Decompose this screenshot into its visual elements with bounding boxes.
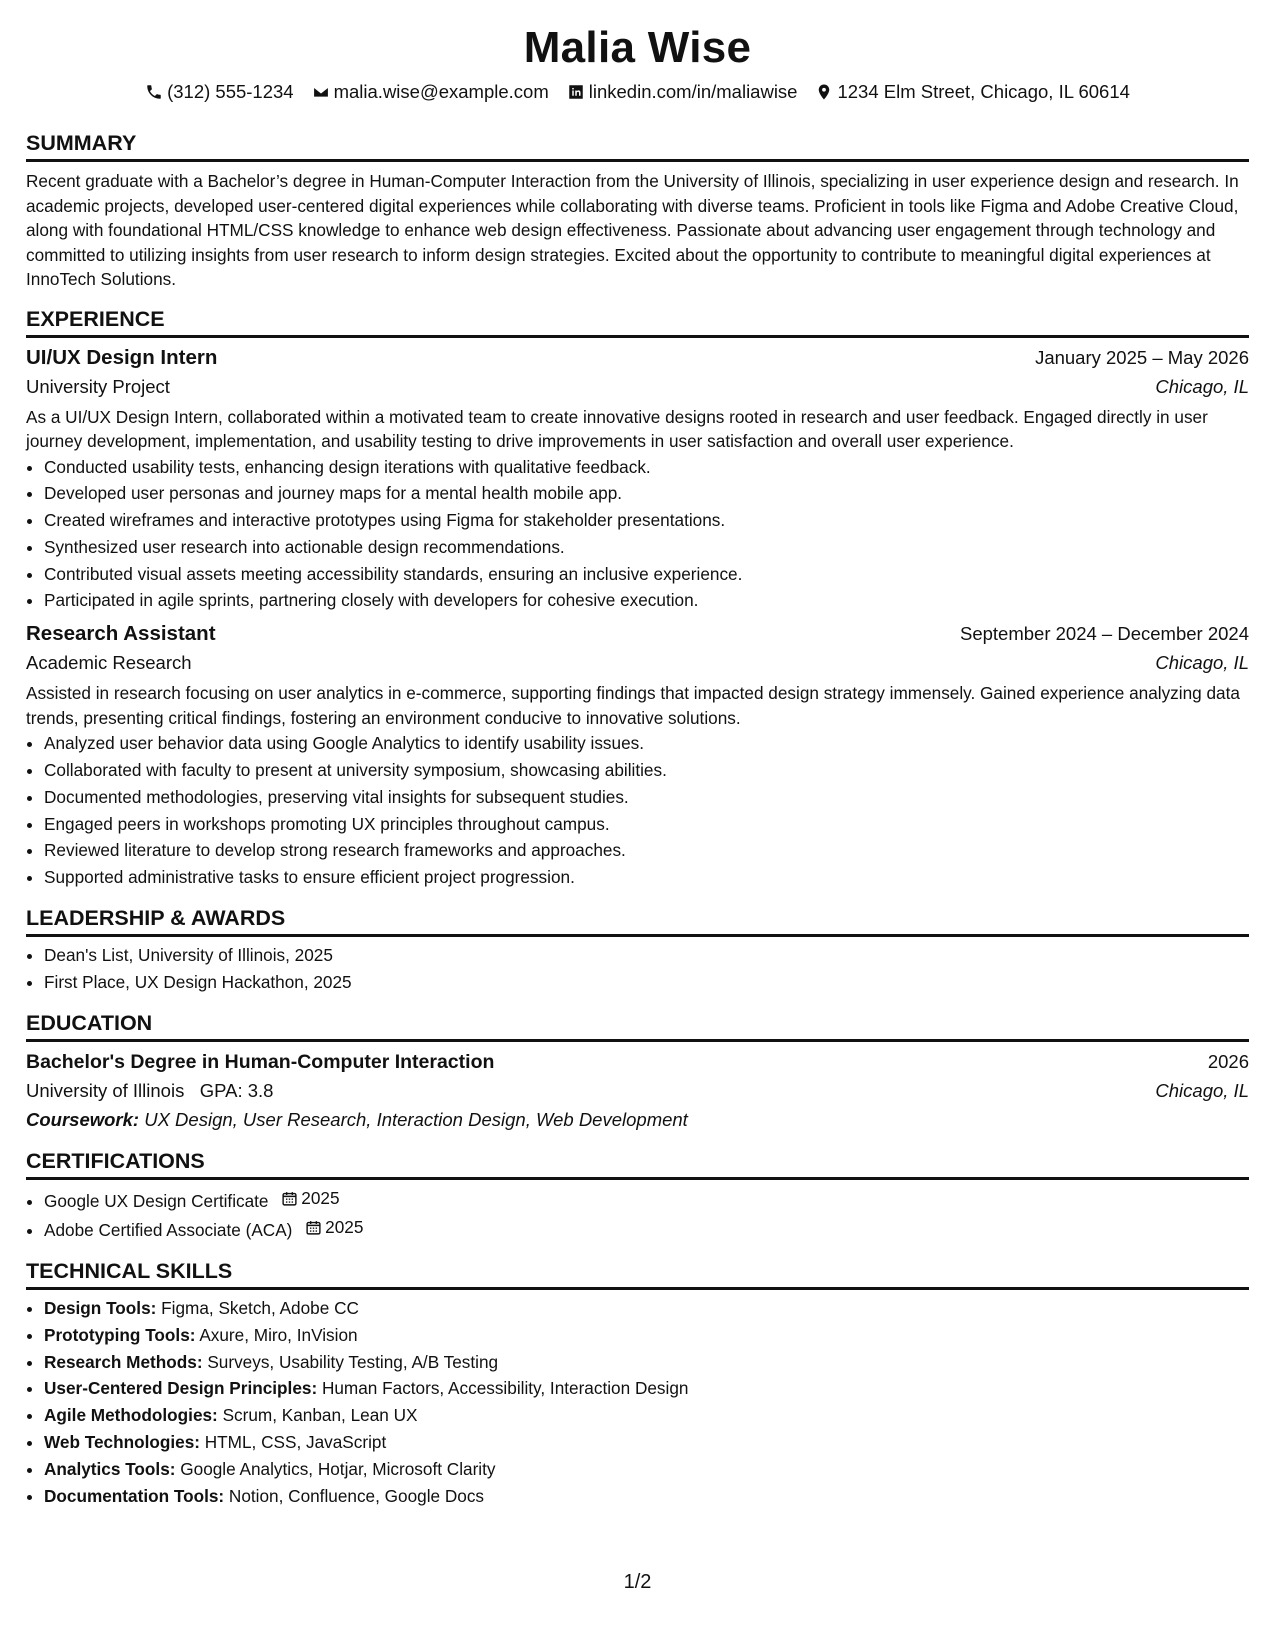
job-entry bbox=[26, 344, 1249, 615]
cert-date bbox=[305, 1214, 363, 1241]
list-item: • Supported administrative tasks to ensure efficient project progression. bbox=[44, 864, 1249, 891]
calendar-icon bbox=[281, 1190, 298, 1207]
resume-page bbox=[26, 0, 1249, 1509]
job-title: Research Assistant bbox=[26, 622, 216, 646]
job-header bbox=[26, 344, 1249, 372]
phone-icon bbox=[145, 83, 163, 101]
coursework-list: UX Design, User Research, Interaction Design, Web Development bbox=[144, 1108, 688, 1130]
skills-heading: TECHNICAL SKILLS bbox=[26, 1258, 1249, 1290]
list-item bbox=[44, 1349, 1249, 1376]
job-location: Chicago, IL bbox=[1155, 652, 1249, 674]
job-entry bbox=[26, 620, 1249, 891]
experience-section bbox=[26, 306, 1249, 892]
cert-year: 2025 bbox=[301, 1187, 340, 1208]
certifications-section bbox=[26, 1148, 1249, 1244]
list-item: • Created wireframes and interactive prototypes using Figma for stakeholder presentations. bbox=[44, 507, 1249, 534]
skill-value: Google Analytics, Hotjar, Microsoft Clarity bbox=[180, 1458, 496, 1479]
list-item: • Contributed visual assets meeting accessibility standards, ensuring an inclusive experience. bbox=[44, 561, 1249, 588]
contact-phone bbox=[145, 81, 294, 103]
map-pin-icon bbox=[815, 83, 833, 101]
linkedin-link[interactable]: linkedin.com/in/maliawise bbox=[588, 81, 798, 102]
list-item bbox=[44, 1456, 1249, 1483]
job-header bbox=[26, 620, 1249, 648]
cert-name: Adobe Certified Associate (ACA) bbox=[44, 1220, 293, 1241]
contact-bar bbox=[26, 79, 1249, 105]
school-info bbox=[26, 1076, 273, 1106]
education-section bbox=[26, 1010, 1249, 1134]
cert-year: 2025 bbox=[325, 1217, 364, 1238]
list-item bbox=[44, 1483, 1249, 1510]
list-item: • Dean's List, University of Illinois, 2025 bbox=[44, 942, 1249, 969]
job-subheader bbox=[26, 372, 1249, 402]
list-item: • Participated in agile sprints, partnering closely with developers for cohesive execution. bbox=[44, 587, 1249, 614]
summary-heading: SUMMARY bbox=[26, 130, 1249, 162]
contact-address bbox=[815, 81, 1129, 103]
skill-value: Surveys, Usability Testing, A/B Testing bbox=[207, 1351, 499, 1372]
page-number: 1/2 bbox=[623, 1571, 652, 1593]
list-item bbox=[44, 1295, 1249, 1322]
list-item bbox=[44, 1322, 1249, 1349]
degree-title: Bachelor's Degree in Human-Computer Interaction bbox=[26, 1050, 495, 1073]
education-header bbox=[26, 1048, 1249, 1076]
job-bullets bbox=[26, 730, 1249, 891]
skill-value: Human Factors, Accessibility, Interaction Design bbox=[321, 1378, 689, 1399]
list-item bbox=[44, 1185, 1249, 1215]
skills-list bbox=[26, 1295, 1249, 1509]
list-item: • Engaged peers in workshops promoting UX principles throughout campus. bbox=[44, 811, 1249, 838]
cert-name: Google UX Design Certificate bbox=[44, 1190, 269, 1211]
skill-label: Research Methods: bbox=[44, 1351, 203, 1372]
job-title: UI/UX Design Intern bbox=[26, 345, 218, 369]
address-text: 1234 Elm Street, Chicago, IL 60614 bbox=[837, 81, 1130, 102]
email-link[interactable]: malia.wise@example.com bbox=[333, 81, 549, 102]
school-location: Chicago, IL bbox=[1155, 1079, 1249, 1101]
graduation-year: 2026 bbox=[1207, 1050, 1249, 1072]
linkedin-icon bbox=[567, 83, 585, 101]
skill-label: Agile Methodologies: bbox=[44, 1405, 218, 1426]
coursework bbox=[26, 1106, 1249, 1134]
cert-date bbox=[281, 1185, 339, 1212]
job-dates: January 2025 – May 2026 bbox=[1035, 346, 1249, 368]
school-name: University of Illinois bbox=[26, 1079, 185, 1101]
gpa: GPA: 3.8 bbox=[199, 1079, 274, 1101]
job-org: University Project bbox=[26, 375, 170, 397]
certifications-heading: CERTIFICATIONS bbox=[26, 1148, 1249, 1180]
skill-value: Figma, Sketch, Adobe CC bbox=[161, 1298, 359, 1319]
job-location: Chicago, IL bbox=[1155, 375, 1249, 397]
contact-linkedin[interactable] bbox=[567, 81, 798, 103]
skill-label: Design Tools: bbox=[44, 1298, 157, 1319]
contact-email[interactable] bbox=[312, 81, 549, 103]
list-item: • Documented methodologies, preserving vital insights for subsequent studies. bbox=[44, 784, 1249, 811]
education-subheader bbox=[26, 1076, 1249, 1106]
list-item: • Collaborated with faculty to present at university symposium, showcasing abilities. bbox=[44, 757, 1249, 784]
skill-label: Documentation Tools: bbox=[44, 1485, 225, 1506]
skills-section bbox=[26, 1258, 1249, 1509]
envelope-icon bbox=[312, 83, 330, 101]
summary-section bbox=[26, 130, 1249, 292]
list-item bbox=[44, 1402, 1249, 1429]
job-dates: September 2024 – December 2024 bbox=[960, 623, 1249, 645]
job-description: Assisted in research focusing on user analytics in e-commerce, supporting findings that impacted design strategy immensely. Gained experience analyzing data trends, presenting critical findings, fostering an environment conducive to innovative solutions. bbox=[26, 683, 1240, 728]
list-item: • Reviewed literature to develop strong research frameworks and approaches. bbox=[44, 837, 1249, 864]
skill-value: Notion, Confluence, Google Docs bbox=[228, 1485, 485, 1506]
list-item: • Developed user personas and journey maps for a mental health mobile app. bbox=[44, 480, 1249, 507]
experience-heading: EXPERIENCE bbox=[26, 306, 1249, 338]
skill-label: Web Technologies: bbox=[44, 1432, 200, 1453]
skill-value: HTML, CSS, JavaScript bbox=[204, 1432, 387, 1453]
list-item: • First Place, UX Design Hackathon, 2025 bbox=[44, 969, 1249, 996]
calendar-icon bbox=[305, 1219, 322, 1236]
job-org: Academic Research bbox=[26, 652, 192, 674]
phone-text: (312) 555-1234 bbox=[167, 81, 294, 102]
skill-value: Scrum, Kanban, Lean UX bbox=[222, 1405, 418, 1426]
job-description: As a UI/UX Design Intern, collaborated within a motivated team to create innovative designs rooted in research and user feedback. Engaged directly in user journey development, implementation, and usability testing to drive improvements in user satisfaction and overall user experience. bbox=[26, 406, 1208, 451]
skill-label: User-Centered Design Principles: bbox=[44, 1378, 318, 1399]
skill-label: Prototyping Tools: bbox=[44, 1324, 196, 1345]
candidate-name: Malia Wise bbox=[523, 23, 752, 72]
leadership-list bbox=[26, 942, 1249, 996]
list-item: • Conducted usability tests, enhancing design iterations with qualitative feedback. bbox=[44, 454, 1249, 481]
leadership-section bbox=[26, 905, 1249, 996]
skill-label: Analytics Tools: bbox=[44, 1458, 176, 1479]
certifications-list bbox=[26, 1185, 1249, 1244]
skill-value: Axure, Miro, InVision bbox=[199, 1324, 358, 1345]
job-subheader bbox=[26, 648, 1249, 678]
list-item: • Synthesized user research into actionable design recommendations. bbox=[44, 534, 1249, 561]
list-item bbox=[44, 1429, 1249, 1456]
education-heading: EDUCATION bbox=[26, 1010, 1249, 1042]
leadership-heading: LEADERSHIP & AWARDS bbox=[26, 905, 1249, 937]
coursework-label: Coursework: bbox=[26, 1108, 140, 1130]
list-item bbox=[44, 1214, 1249, 1244]
list-item bbox=[44, 1375, 1249, 1402]
list-item: • Analyzed user behavior data using Google Analytics to identify usability issues. bbox=[44, 730, 1249, 757]
job-bullets bbox=[26, 454, 1249, 615]
summary-text: Recent graduate with a Bachelor’s degree in Human-Computer Interaction from the University of Illinois, specializing in user experience design and research. In academic projects, developed user-centered digital experiences while collaborating with diverse teams. Proficient in tools like Figma and Adobe Creative Cloud, along with foundational HTML/CSS knowledge to enhance web design effectiveness. Passionate about advancing user engagement through technology and committed to utilizing insights from user research to inform design strategies. Excited about the opportunity to contribute to meaningful digital experiences at InnoTech Solutions. bbox=[26, 171, 1239, 289]
